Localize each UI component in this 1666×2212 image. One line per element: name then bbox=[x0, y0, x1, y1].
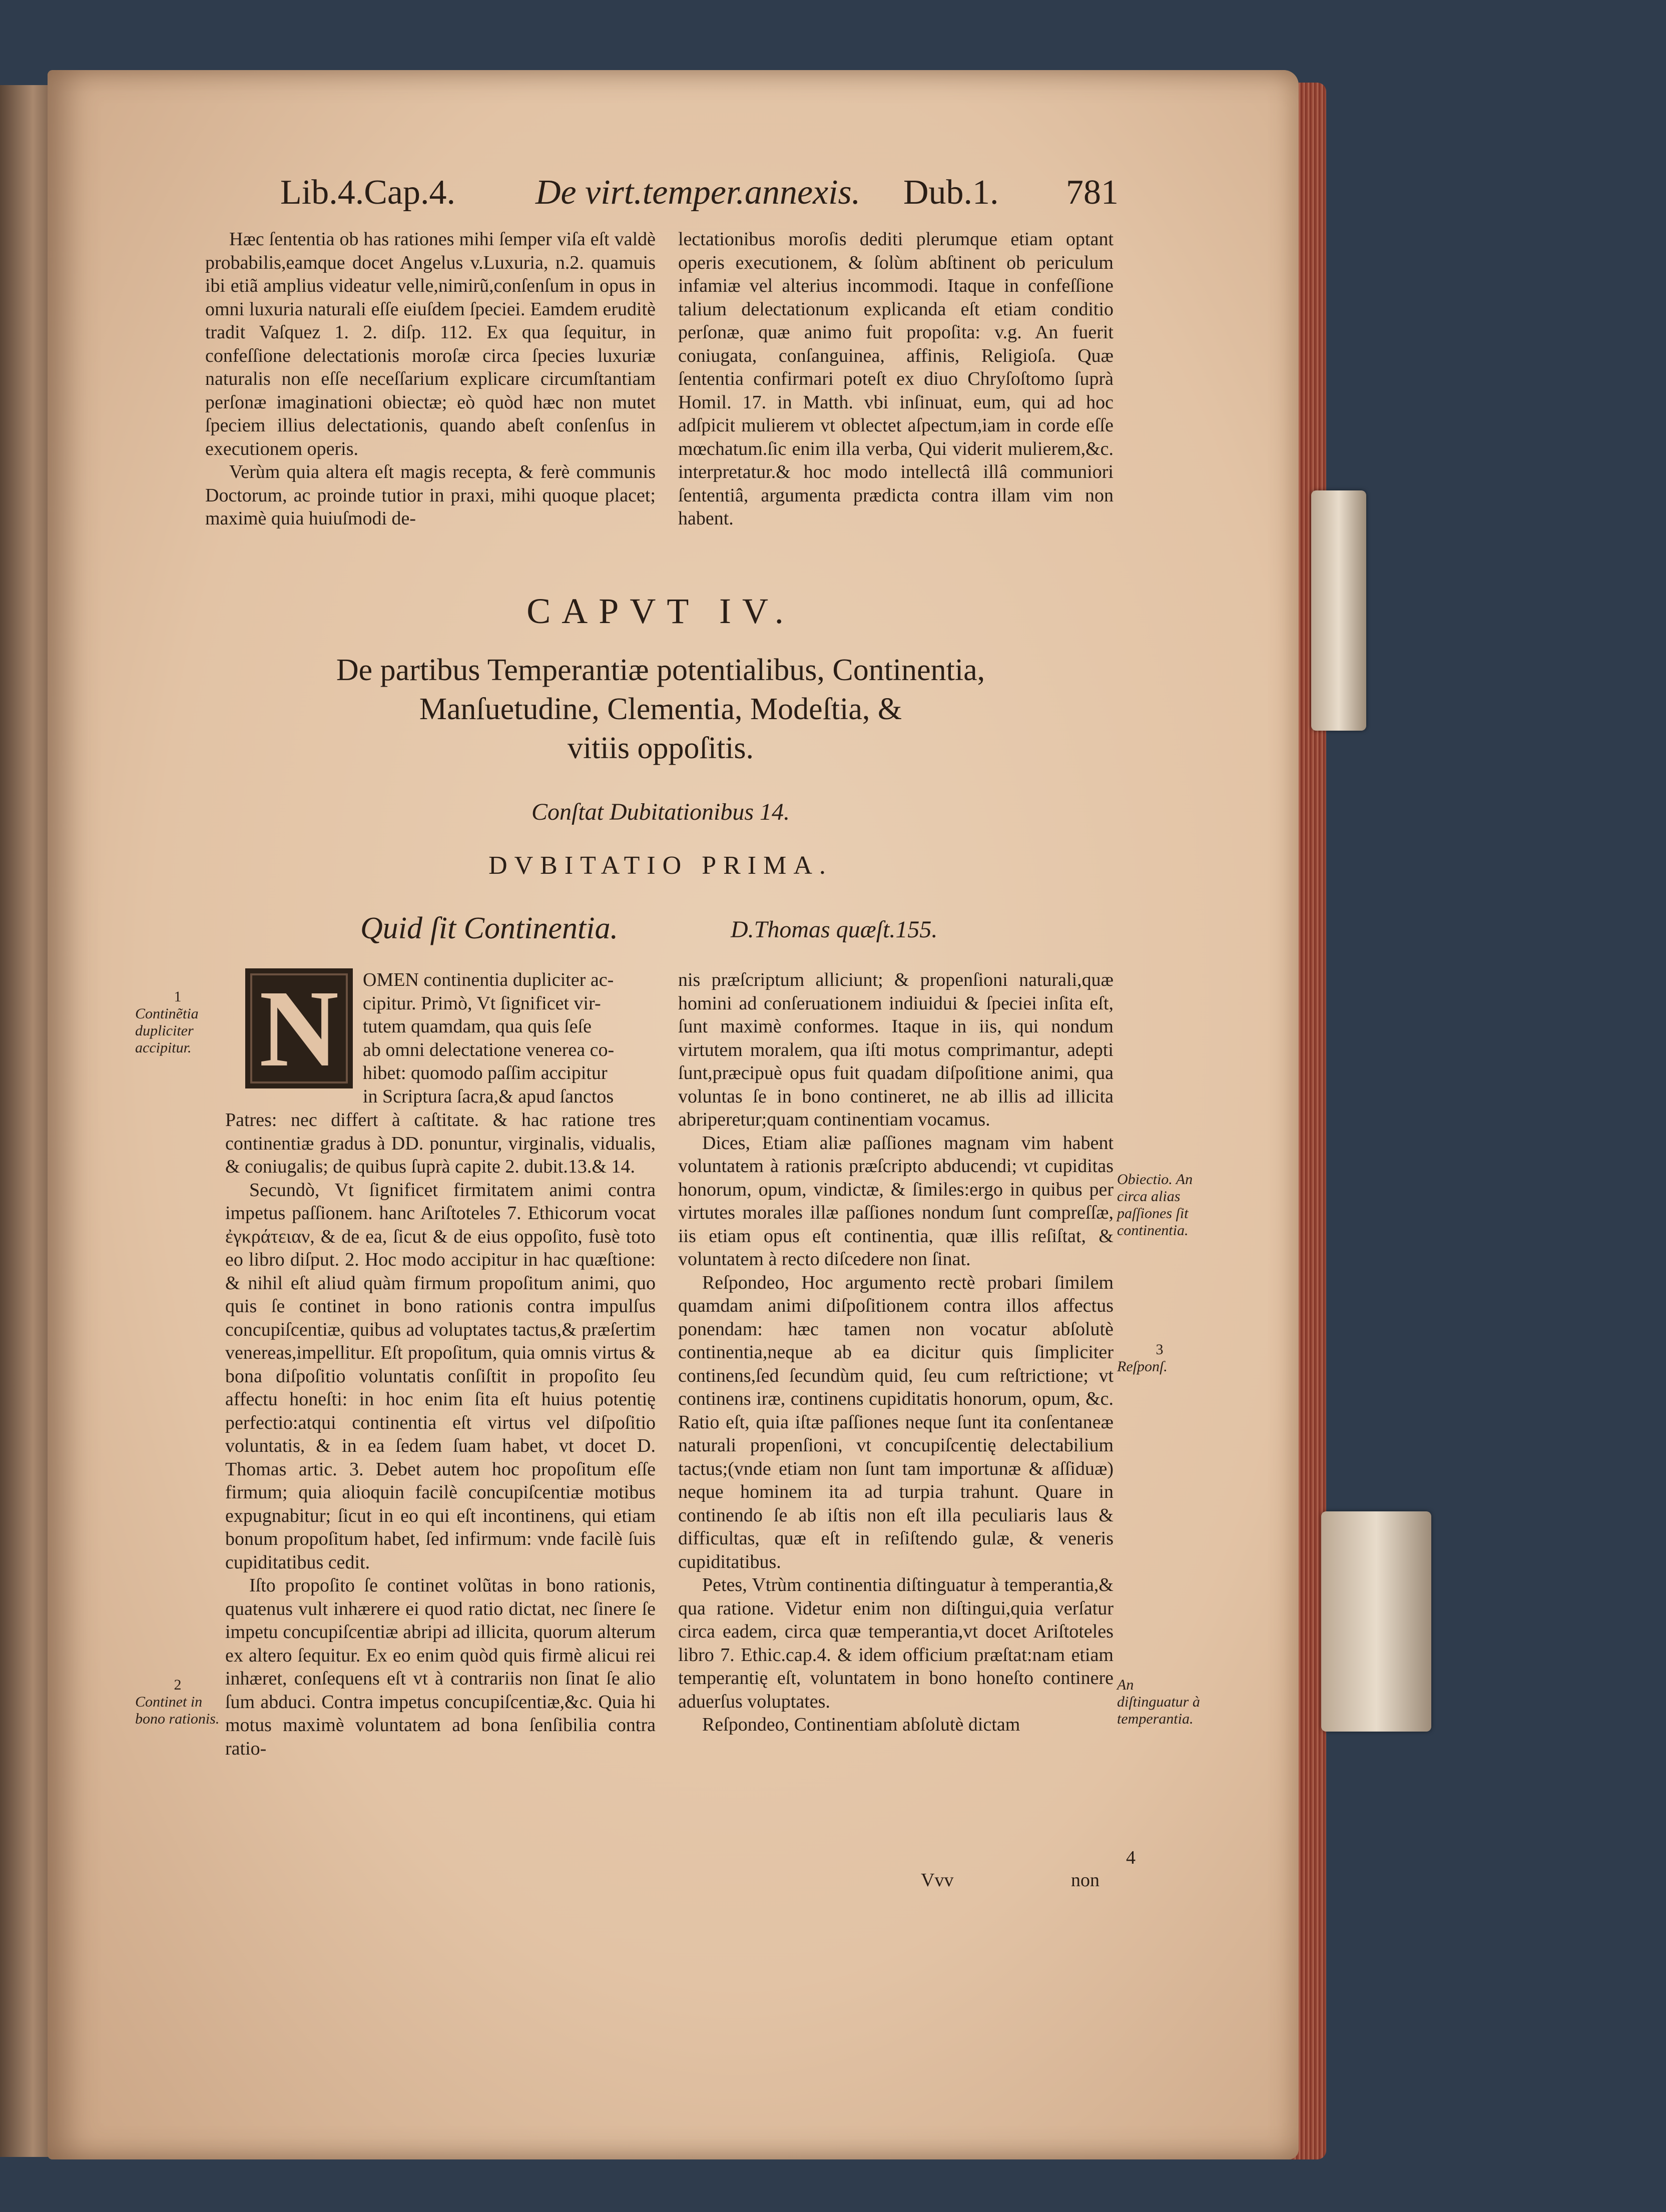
text-line: OMEN continentia dupliciter ac- bbox=[363, 969, 614, 990]
paragraph: Reſpondeo, Hoc argumento rectè probari ſimilem quamdam animi diſpoſitionem contra illos affectus ponendam: hæc tamen non vocatur abſolutè continentia,neque ab ea dicitur quis ſimpliciter continens,ſed ſecundùm quid, ſeu cum reſtrictione; vt continens iræ, continens cupiditatis honorum, opum, &c. Ratio eſt, quia iſtæ paſſiones neque ſunt ita conſentaneæ naturali propenſioni, vt concupiſcentię delectabilium tactus;(vnde etiam non ſunt tam importunæ & aſſiduæ) neque hominem ita ad turpia trahunt. Quare in continendo ſe ab iſtis non eſt illa peculiaris laus & difficultas, quæ eſt in reſiſtendo gulæ, & veneris cupiditatibus. bbox=[678, 1272, 1114, 1572]
top-right-column bbox=[678, 228, 1114, 530]
header-dubium: Dub.1. bbox=[903, 173, 999, 212]
chapter-heading: CAPVT IV. bbox=[526, 591, 795, 631]
margin-text: An diſtinguatur à temperantia. bbox=[1117, 1677, 1200, 1727]
text-line: cipitur. Primò, Vt ſignificet vir- bbox=[363, 992, 601, 1014]
margin-number: 1 bbox=[174, 988, 182, 1005]
page-number: 781 bbox=[1066, 173, 1119, 212]
margin-text: Continẽtia dupliciter accipitur. bbox=[135, 1005, 199, 1056]
dropcap-lines bbox=[363, 968, 656, 1108]
text-line: tutem quamdam, qua quis ſeſe bbox=[363, 1016, 592, 1037]
text-line: ab omni delectatione venerea co- bbox=[363, 1039, 615, 1060]
bookmark-tab-upper[interactable] bbox=[1311, 490, 1366, 731]
signature-mark: Vvv bbox=[921, 1870, 954, 1891]
margin-note-2 bbox=[135, 1677, 220, 1728]
catchword: non bbox=[1071, 1870, 1099, 1891]
chapter-subtitle bbox=[205, 651, 1116, 768]
margin-text: Obiectio. An circa alias paſſiones ſit continentia. bbox=[1117, 1171, 1193, 1239]
margin-number: 2 bbox=[174, 1677, 182, 1693]
margin-note-distinguatur bbox=[1117, 1677, 1202, 1728]
subtitle-line: Manſuetudine, Clementia, Modeſtia, & bbox=[419, 692, 902, 726]
paragraph: Petes, Vtrùm continentia diſtinguatur à temperantia,& qua ratione. Videtur enim non diſtingui,quia verſatur circa eadem, circa quæ temperantia,vt docet Ariſtoteles libro 7. Ethic.cap.4. & idem officium præſtat:nam etiam temperantię eſt, voluntatem in bono honeſto continere aduerſus voluptates. bbox=[678, 1574, 1114, 1712]
header-title: De virt.temper.annexis. bbox=[535, 173, 861, 212]
paragraph: nis præſcriptum alliciunt; & propenſioni naturali,quæ homini ad conſeruationem indiuidui & ſpeciei inſita eſt, ſunt maximè conformes. Itaque in iis, qui nondum virtutem moralem, qua iſti motus comprimantur, adepti ſunt,præcipuè opus fuit quadam diſpoſitione animi, qua voluntas ſe in bono contineret, ne ab illis ad illicita abriperetur;quam continentiam vocamus. bbox=[678, 969, 1114, 1130]
question-reference: D.Thomas quæſt.155. bbox=[731, 916, 938, 943]
bottom-left-column bbox=[225, 1109, 656, 1760]
paragraph: Secundò, Vt ſignificet firmitatem animi contra impetus paſſionem. hanc Ariſtoteles 7. Ethicorum vocat ἐγκράτειαν, & de ea, ſicut & de eius oppoſito, fusè toto eo libro diſput. 2. Hoc modo accipitur in hac quæſtione: & nihil eſt aliud quàm firmum propoſitum animi, quo quis ſe continet in bono rationis contra impulſus concupiſcentiæ, quibus ad voluptates tactus,& præſertim venereas,impellitur. Eſt propoſitum, quia omnis virtus & bona diſpoſitio voluntatis conſiſtit in propoſito ſeu affectu honeſti: in hoc enim ſita eſt huius potentię perfectio:atqui continentia eſt virtus vel diſpoſitio voluntatis, & in ea ſedem ſuam habet, vt docet D. Thomas artic. 3. Debet autem hoc propoſitum eſſe firmum; quia alioquin facilè concupiſcentiæ motibus expugnabitur; ſicut in eo qui eſt incontinens, qui etiam bonum propoſitum habet, ſed infirmum: vnde facilè ſuis cupiditatibus cedit. bbox=[225, 1179, 656, 1573]
margin-note-3 bbox=[1117, 1341, 1202, 1375]
drop-cap-ornament: N bbox=[245, 968, 353, 1088]
paragraph: Patres: nec differt à caſtitate. & hac ratione tres continentiæ gradus à DD. ponuntur, virginalis, vidualis, & coniugalis; de quibus ſuprà capite 2. dubit.13.& 14. bbox=[225, 1110, 656, 1177]
paragraph: Verùm quia altera eſt magis recepta, & ferè communis Doctorum, ac proinde tutior in praxi, mihi quoque placet; maximè quia huiuſmodi de- bbox=[205, 461, 656, 529]
question-title: Quid ſit Continentia. bbox=[360, 911, 618, 945]
running-header bbox=[280, 173, 1119, 223]
margin-note-1 bbox=[135, 988, 220, 1056]
subtitle-line: De partibus Temperantiæ potentialibus, Continentia, bbox=[336, 653, 985, 687]
margin-note-obiectio bbox=[1117, 1171, 1202, 1239]
bottom-right-column bbox=[678, 968, 1114, 1737]
constat-line: Conſtat Dubitationibus 14. bbox=[531, 799, 790, 825]
margin-text: Reſponſ. bbox=[1117, 1358, 1168, 1375]
paragraph: Reſpondeo, Continentiam abſolutè dictam bbox=[702, 1714, 1020, 1735]
margin-number: 3 bbox=[1156, 1341, 1164, 1358]
text-line: in Scriptura ſacra,& apud ſanctos bbox=[363, 1085, 614, 1107]
text-line: hibet: quomodo paſſim accipitur bbox=[363, 1062, 608, 1083]
margin-text: Continet in bono rationis. bbox=[135, 1694, 220, 1727]
paragraph: Hæc ſententia ob has rationes mihi ſemper viſa eſt valdè probabilis,eamque docet Angelus v.Luxuria, n.2. quamuis ibi etiã amplius videatur velle,nimirũ,conſenſum in opus in omni luxuria naturali eſſe eiuſdem ſpeciei. Eamdem eruditè tradit Vaſquez 1. 2. diſp. 112. Ex qua ſequitur, in confeſſione delectationis moroſæ circa ſpecies luxuriæ naturalis non eſſe neceſſarium explicare circumſtantiam perſonæ imaginationi obiectæ; eò quòd hæc non mutet ſpeciem illius delectationis, quando abeſt conſenſus in executionem operis. bbox=[205, 229, 656, 459]
header-book-chapter: Lib.4.Cap.4. bbox=[280, 173, 455, 212]
dubitatio-heading: DVBITATIO PRIMA. bbox=[488, 851, 833, 880]
top-left-column bbox=[205, 228, 656, 530]
paragraph: lectationibus moroſis dediti plerumque etiam optant operis executionem, & ſolùm abſtinent ob periculum infamiæ vel alterius incommodi. Itaque in confeſſione talium delectationum explicanda eſt etiam conditio perſonæ, quæ animo fuit propoſita: v.g. An fuerit coniugata, conſanguinea, affinis, Religioſa. Quæ ſententia confirmari poteſt ex diuo Chryſoſtomo ſuprà Homil. 17. in Matth. vbi inſinuat, eum, qui ad hoc adſpicit mulierem vt oblectet aſpectum,iam in corde eſſe mœchatum.ſic enim illa verba, Qui viderit mulierem,&c. interpretatur.& hoc modo intellectâ illâ communiori ſententiâ, argumenta prædicta contra illam vim non habent. bbox=[678, 229, 1114, 529]
paragraph: Dices, Etiam aliæ paſſiones magnam vim habent voluntatem à rationis præſcripto abducendi; vt cupiditas honorum, opum, vindictæ, & ſimiles:ergo in quibus per virtutes morales illæ paſſiones nondum ſunt compreſſæ, iis etiam opus eſt continentia, quæ illis reſiſtat, & voluntatem à recto diſcedere non ſinat. bbox=[678, 1132, 1114, 1270]
margin-number-4: 4 bbox=[1126, 1847, 1136, 1868]
subtitle-line: vitiis oppoſitis. bbox=[567, 731, 754, 765]
bookmark-tab-lower[interactable] bbox=[1321, 1511, 1431, 1732]
paragraph: Iſto propoſito ſe continet volũtas in bono rationis, quatenus vult inhærere ei quod ratio dictat, nec ſinere ſe impetu concupiſcentiæ abripi ad illicita, quorum alterum ex altero ſequitur. Ex eo enim quòd quis firmè alicui rei inhæret, conſequens eſt vt à contrariis non ſinat ſe alio ſum abduci. Contra impetus concupiſcentiæ,&c. Quia hi motus maximè voluntatem ad bona ſenſibilia contra ratio- bbox=[225, 1575, 656, 1759]
